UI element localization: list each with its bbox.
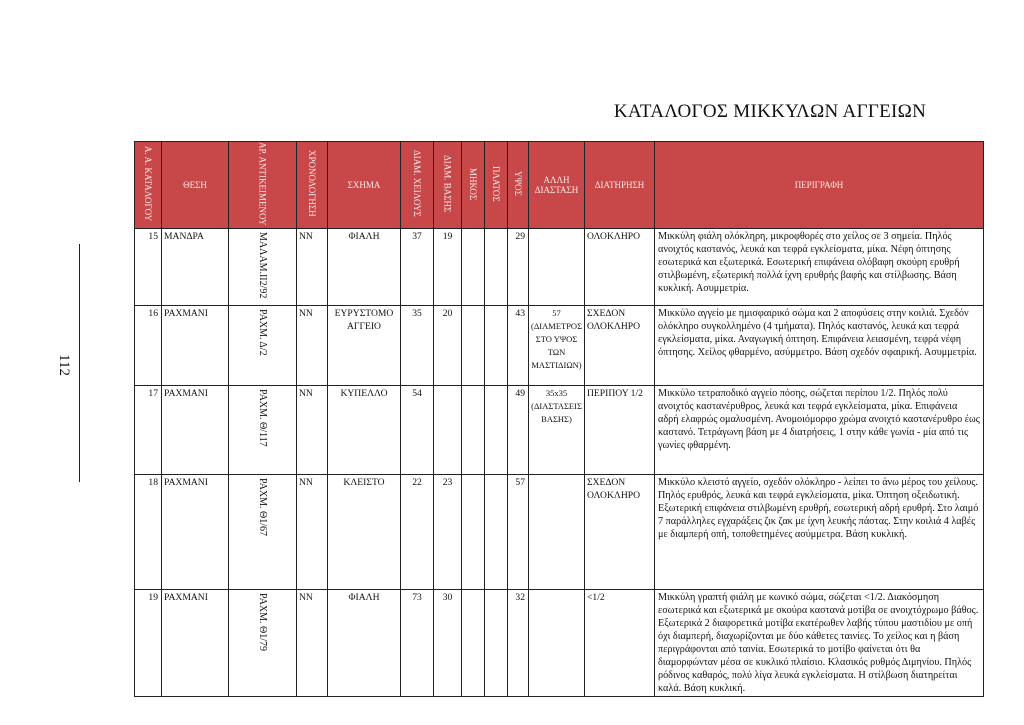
col-description: ΠΕΡΙΓΡΑΦΗ [655,142,984,229]
cell-catalog-no: 19 [135,589,162,696]
cell-object-no: ΜΑΛΑΜ.ΙΙ2/92 [229,228,297,305]
table-row [135,305,984,385]
col-catalog-no: Α. Α. ΚΑΤΑΛΟΓΟΥ [135,142,162,229]
cell-shape: ΕΥΡΥΣΤΟΜΟ ΑΓΓΕΙΟ [328,305,401,385]
cell-base-diam [434,385,462,474]
cell-other-dim [529,228,585,305]
table-row [135,228,984,305]
cell-dating: ΝΝ [297,474,328,589]
cell-catalog-no: 16 [135,305,162,385]
cell-base-diam: 19 [434,228,462,305]
cell-catalog-no: 18 [135,474,162,589]
cell-description: Μικκύλη φιάλη ολόκληρη, μικροφθορές στο χείλος σε 3 σημεία. Πηλός ανοιχτός καστανός, λευκά και τεφρά εγκλείσματα, μίκα. Νέφη όπτησης εσωτερικά και εξωτερικά. Εσωτερική επιφάνεια ολόβαφη σκούρη ερυθρή στιλβωμένη, εξωτερική πολλά ίχνη ερυθρής βαφής και στίλβωσης. Βάση κυκλική. Ασυμμετρία. [655,228,984,305]
cell-site: ΜΑΝΔΡΑ [162,228,229,305]
cell-rim-diam: 73 [401,589,434,696]
cell-width [485,589,508,696]
cell-catalog-no: 17 [135,385,162,474]
cell-base-diam: 20 [434,305,462,385]
page-number-text: 112 [55,354,72,376]
cell-dating: ΝΝ [297,385,328,474]
cell-base-diam: 23 [434,474,462,589]
col-height: ΥΨΟΣ [508,142,529,229]
header-row [135,142,984,229]
cell-rim-diam: 35 [401,305,434,385]
cell-shape: ΦΙΑΛΗ [328,589,401,696]
cell-site: ΡΑΧΜΑΝΙ [162,305,229,385]
catalog-table [134,141,984,697]
cell-preservation: ΠΕΡΙΠΟΥ 1/2 [585,385,655,474]
cell-width [485,305,508,385]
cell-preservation: ΣΧΕΔΟΝ ΟΛΟΚΛΗΡΟ [585,474,655,589]
col-object-no: ΑΡ. ΑΝΤΙΚΕΙΜΕΝΟΥ [229,142,297,229]
cell-length [462,305,485,385]
cell-width [485,474,508,589]
cell-rim-diam: 37 [401,228,434,305]
table-row [135,385,984,474]
cell-description: Μικκύλη γραπτή φιάλη με κωνικό σώμα, σώζεται <1/2. Διακόσμηση εσωτερικά και εξωτερικά με σκούρα καστανά μοτίβα σε ανοιχτόχρωμο βάθος. Εξωτερικά 2 διαφορετικά μοτίβα εκατέρωθεν λαβής τύπου μαστιδίου με οπή όχι διαμπερή, διαχωρίζονται με δύο κάθετες ταινίες. Το χείλος και η βάση περιγράφονται από ταινία. Εσωτερικά το μοτίβο φαίνεται ότι θα διαμορφώνταν μέσα σε κυκλικό πλαίσιο. Κλασικός ρυθμός Διμηνίου. Πηλός ρόδινος καθαρός, πολύ λίγα λευκά εγκλείσματα. Η στίλβωση διατηρείται καλά. Βάση κυκλική. [655,589,984,696]
cell-height: 29 [508,228,529,305]
cell-width [485,385,508,474]
cell-length [462,589,485,696]
col-other-dim: ΑΛΛΗ ΔΙΑΣΤΑΣΗ [529,142,585,229]
table-row [135,589,984,696]
cell-shape: ΚΛΕΙΣΤΟ [328,474,401,589]
cell-site: ΡΑΧΜΑΝΙ [162,385,229,474]
cell-length [462,228,485,305]
cell-description: Μικκύλο κλειστό αγγείο, σχεδόν ολόκληρο - λείπει το άνω μέρος του χείλους. Πηλός ερυθρός, λευκά και τεφρά εγκλείσματα, μίκα. Όπτηση οξειδωτική. Εξωτερική επιφάνεια στιλβωμένη ερυθρή, εσωτερική αδρή ερυθρή. Στο λαιμό 7 παράλληλες εγχαράξεις ζικ ζακ με ίχνη λευκής πάστας. Στην κοιλιά 4 λαβές με διαμπερή οπή, τοποθετημένες ασύμμετρα. Βάση κυκλική. [655,474,984,589]
col-shape: ΣΧΗΜΑ [328,142,401,229]
table-row [135,474,984,589]
cell-length [462,385,485,474]
cell-other-dim [529,589,585,696]
col-base-diam: ΔΙΑΜ. ΒΑΣΗΣ [434,142,462,229]
cell-length [462,474,485,589]
col-length: ΜΗΚΟΣ [462,142,485,229]
cell-rim-diam: 22 [401,474,434,589]
margin-rule [79,244,80,482]
col-dating: ΧΡΟΝΟΛΟΓΗΣΗ [297,142,328,229]
cell-site: ΡΑΧΜΑΝΙ [162,589,229,696]
cell-object-no: ΡΑΧΜ. Θ1/67 [229,474,297,589]
cell-rim-diam: 54 [401,385,434,474]
cell-dating: ΝΝ [297,305,328,385]
cell-dating: ΝΝ [297,228,328,305]
cell-preservation: <1/2 [585,589,655,696]
cell-catalog-no: 15 [135,228,162,305]
cell-object-no: ΡΑΧΜ. Θ/117 [229,385,297,474]
cell-height: 43 [508,305,529,385]
cell-other-dim [529,474,585,589]
cell-height: 49 [508,385,529,474]
col-site: ΘΕΣΗ [162,142,229,229]
cell-preservation: ΣΧΕΔΟΝ ΟΛΟΚΛΗΡΟ [585,305,655,385]
cell-other-dim: 35x35 (ΔΙΑΣΤΑΣΕΙΣ ΒΑΣΗΣ) [529,385,585,474]
cell-other-dim: 57 (ΔΙΑΜΕΤΡΟΣ ΣΤΟ ΥΨΟΣ ΤΩΝ ΜΑΣΤΙΔΙΩΝ) [529,305,585,385]
cell-object-no: ΡΑΧΜ. Θ1/79 [229,589,297,696]
cell-height: 57 [508,474,529,589]
cell-shape: ΚΥΠΕΛΛΟ [328,385,401,474]
col-rim-diam: ΔΙΑΜ. ΧΕΙΛΟΥΣ [401,142,434,229]
cell-description: Μικκύλο αγγείο με ημισφαιρικό σώμα και 2 αποφύσεις στην κοιλιά. Σχεδόν ολόκληρο συγκολλημένο (4 τμήματα). Πηλός καστανός, λευκά και τεφρά εγκλείσματα, μίκα. Αναγωγική όπτηση. Επιφάνεια λειασμένη, τεφρά νέφη όπτησης. Χείλος φθαρμένο, ασύμμετρο. Βάση σχεδόν σφαιρική. Ασυμμετρία. [655,305,984,385]
cell-site: ΡΑΧΜΑΝΙ [162,474,229,589]
cell-height: 32 [508,589,529,696]
col-preservation: ΔΙΑΤΗΡΗΣΗ [585,142,655,229]
col-width: ΠΛΑΤΟΣ [485,142,508,229]
cell-shape: ΦΙΑΛΗ [328,228,401,305]
cell-object-no: ΡΑΧΜ. Δ/2 [229,305,297,385]
cell-dating: ΝΝ [297,589,328,696]
cell-preservation: ΟΛΟΚΛΗΡΟ [585,228,655,305]
cell-base-diam: 30 [434,589,462,696]
page-number [52,355,76,375]
cell-width [485,228,508,305]
page-title: ΚΑΤΑΛΟΓΟΣ ΜΙΚΚΥΛΩΝ ΑΓΓΕΙΩΝ [613,101,927,122]
cell-description: Μικκύλο τετραποδικό αγγείο πόσης, σώζεται περίπου 1/2. Πηλός πολύ ανοιχτός καστανέρυθρος, λευκά και τεφρά εγκλείσματα, μίκα. Επιφάνεια αδρή ελαφρώς ομαλυσμένη. Ανομοιόμορφο χρώμα ανοιχτό καστανέρυθρο έως καστανό. Τετράγωνη βάση με 4 διατρήσεις, 1 στην κάθε γωνία - μία από τις γωνίες φθαρμένη. [655,385,984,474]
